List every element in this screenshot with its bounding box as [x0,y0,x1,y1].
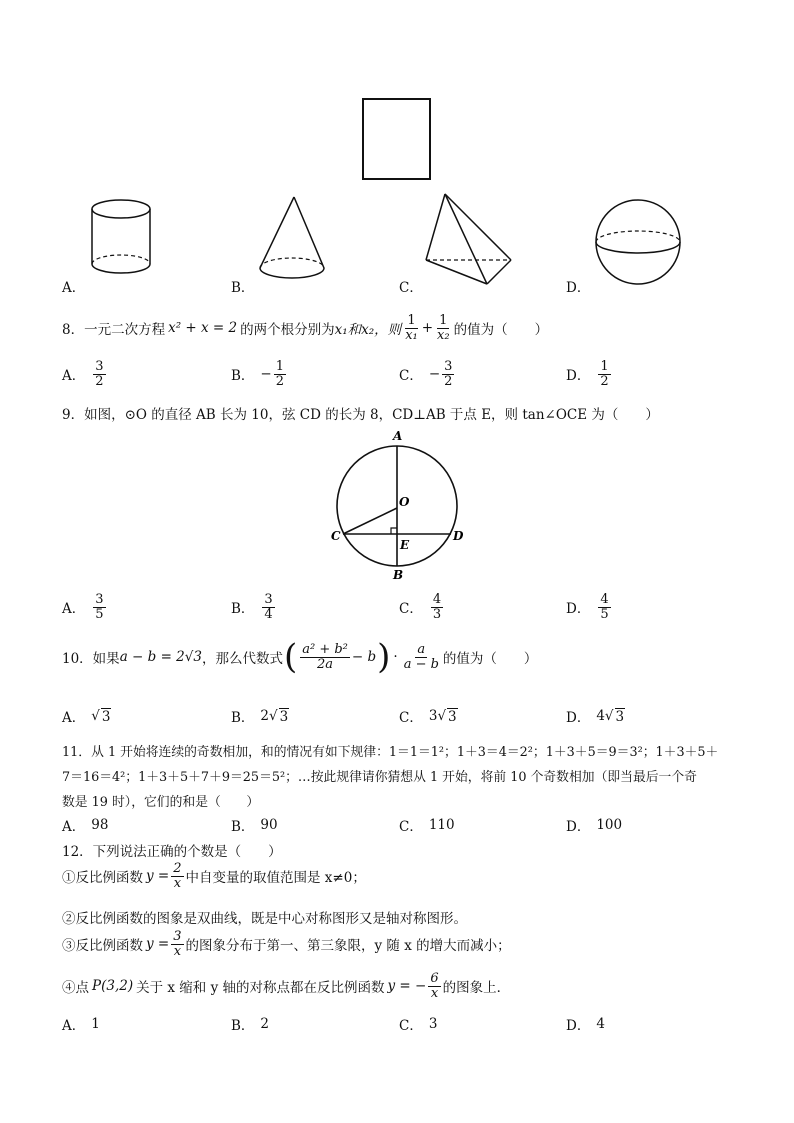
option-label: B． [231,1018,255,1034]
option-sign: − [428,366,441,383]
q12-statement-2: ②反比例函数的图象是双曲线，既是中心对称图形又是轴对称图形。 [62,911,467,927]
option-coef: 3 [428,708,438,724]
option-num: 3 [444,359,453,374]
s1-num: 2 [173,861,182,876]
q11-stem [62,740,730,815]
option-label: B． [231,368,255,385]
option-den: 5 [600,606,609,622]
option-den: 2 [95,373,104,389]
s1-after: 中自变量的取值范围是 x≠0； [185,870,366,887]
s4-den: x [430,985,439,1001]
q8-roots: x₁和x₂，则 [334,322,402,339]
q9-option-b [231,593,277,621]
q7-option-c: C． [399,280,423,296]
circle-figure [325,428,475,588]
q9-option-c [399,593,445,621]
s1-den: x [173,875,182,891]
q12-option-a [62,1014,100,1034]
option-value: 90 [260,817,278,833]
s3-y: y = [146,936,170,953]
q8-equation: x² + x = 2 [168,320,238,337]
q10-minus-b: − b [351,649,377,665]
q10-outer-den: a − b [403,656,439,672]
s4-before: ④点 [62,980,89,997]
q12-statement-4 [62,972,510,1000]
q8-text-after: 的值为（ ） [453,322,549,339]
option-den: 2 [275,373,285,389]
q8-text-mid: 的两个根分别为 [240,322,335,339]
q10-text-mid: ，那么代数式 [201,651,283,667]
q12-stem: 12．下列说法正确的个数是（ ） [62,844,282,860]
q12-statement-3 [62,930,511,958]
s4-num: 6 [430,971,439,986]
pyramid-figure [422,190,516,290]
q11-line-1: 11．从 1 开始将连续的奇数相加，和的情况有如下规律：1＝1＝1²；1＋3＝4＝2²；1＋3＋5＝9＝3²；1＋3＋5＋ [62,745,719,760]
option-label: B． [231,819,255,835]
label-d: D [453,529,464,543]
q12-statement-1 [62,862,366,890]
option-den: 2 [444,373,453,389]
q9-option-a [62,593,108,621]
q8-frac2-num: 1 [439,313,448,328]
s3-den: x [173,943,182,959]
q10-inner-den: 2a [317,656,334,672]
q10-text-before: 10．如果 [62,651,120,667]
q10-option-d: D． 4 √ 3 [566,708,625,726]
option-value: 4 [596,1016,605,1032]
option-value: 98 [91,817,109,833]
q9-option-d [566,593,613,621]
option-label: A． [62,1018,86,1034]
option-label: D． [566,601,591,618]
q12-option-c [399,1014,437,1034]
q8-option-c [399,360,456,388]
option-value: 3 [428,1016,438,1032]
option-label: B． [231,601,255,618]
q12-option-b [231,1014,269,1034]
option-den: 2 [600,373,609,389]
label-o: O [399,495,410,509]
option-num: 3 [95,592,104,607]
option-label: C． [399,710,423,726]
q8-option-a [62,360,108,388]
label-b: B [393,568,404,582]
s3-num: 3 [173,929,182,944]
q11-option-d [566,815,622,835]
s4-point: P(3,2) [92,978,134,995]
option-coef: 4 [596,708,605,724]
label-c: C [331,529,341,543]
option-label: D． [566,1018,591,1034]
option-radicand: 3 [279,708,289,725]
s4-mid: 关于 x 缩和 y 轴的对称点都在反比例函数 [136,980,385,997]
option-label: D． [566,368,591,385]
option-value: 110 [428,817,455,833]
option-label: B． [231,710,255,726]
s3-before: ③反比例函数 [62,938,143,955]
q8-option-d [566,360,613,388]
option-radicand: 3 [448,708,457,725]
option-value: 2 [260,1016,270,1032]
option-num: 4 [432,592,442,607]
s4-after: 的图象上． [442,980,511,997]
q8-frac2-den: x₂ [437,327,450,343]
option-label: A． [62,601,86,618]
q7-option-d: D． [566,280,591,296]
q10-option-b: B． 2 √ 3 [231,708,289,726]
q10-text-after: 的值为（ ） [442,651,538,667]
left-paren: ( [283,637,298,677]
q10-option-c: C． 3 √ 3 [399,708,457,726]
option-num: 3 [95,359,104,374]
q11-line-2: 7＝16＝4²；1＋3＋5＋7＋9＝25＝5²；…按此规律请你猜想从 1 开始，将前 10 个奇数相加（即当最后一个奇 [62,770,697,785]
option-num: 4 [600,592,609,607]
cone-figure [254,194,334,286]
s3-after: 的图象分布于第一、第三象限，y 随 x 的增大而减小； [185,938,511,955]
q10-option-a: A． √ 3 [62,708,111,726]
option-label: C． [399,368,423,385]
option-radicand: 3 [101,708,111,725]
square-view-figure [360,96,434,182]
q11-option-a [62,815,108,835]
q8-stem: 8．一元二次方程 x² + x = 2 的两个根分别为 x₁和x₂，则 $\frac{1}{\text{x₁}}$ + $\frac{1}{\text{x₂}}$ 的值为（ ） [62,313,549,343]
option-num: 1 [600,359,609,374]
option-label: D． [566,710,591,726]
option-coef: 2 [260,708,270,724]
q8-frac2 [435,314,452,342]
option-den: 5 [95,606,104,622]
q7-option-a: A． [62,280,86,296]
q8-option-b [231,360,288,388]
q10-stem: 10．如果 a − b = 2√3 ，那么代数式 ( $\frac{\text{a² + b²}}{2a}$ − b ) · $\frac{a}{a - b}$ 的值为（ ） [62,637,538,677]
q9-stem: 9．如图，⊙O 的直径 AB 长为 10，弦 CD 的长为 8，CD⊥AB 于点 E，则 tan∠OCE 为（ ） [62,407,659,423]
option-label: C． [399,601,423,618]
option-label: A． [62,819,86,835]
option-den: 3 [432,606,442,622]
q8-frac1-den: x₁ [405,327,418,343]
right-paren: ) [377,637,391,677]
q11-option-c [399,815,455,835]
option-den: 4 [264,606,273,622]
q7-option-b: B． [231,280,255,296]
q8-frac1 [403,314,420,342]
q12-option-d [566,1014,605,1034]
option-label: A． [62,710,86,726]
s1-y: y = [146,868,170,885]
option-radicand: 3 [615,708,625,725]
q11-option-b [231,815,278,835]
option-label: D． [566,819,591,835]
option-num: 1 [275,359,285,374]
label-e: E [400,538,410,552]
label-a: A [393,429,403,443]
option-sign: − [260,366,272,383]
s1-before: ①反比例函数 [62,870,143,887]
option-label: C． [399,819,423,835]
q10-outer-num: a [417,641,426,657]
option-label: C． [399,1018,423,1034]
cylinder-figure [88,196,156,278]
option-value: 100 [596,817,623,833]
q8-frac1-num: 1 [407,313,416,328]
sphere-figure [592,196,684,288]
option-label: A． [62,368,86,385]
s4-y: y = − [387,978,427,995]
option-value: 1 [91,1016,100,1032]
q8-text-before: 8．一元二次方程 [62,322,166,339]
q10-condition: a − b = 2√3 [119,649,202,665]
q11-line-3: 数是 19 时），它们的和是（ ） [62,795,260,810]
option-num: 3 [264,592,273,607]
q10-inner-num: a² + b² [302,641,348,657]
